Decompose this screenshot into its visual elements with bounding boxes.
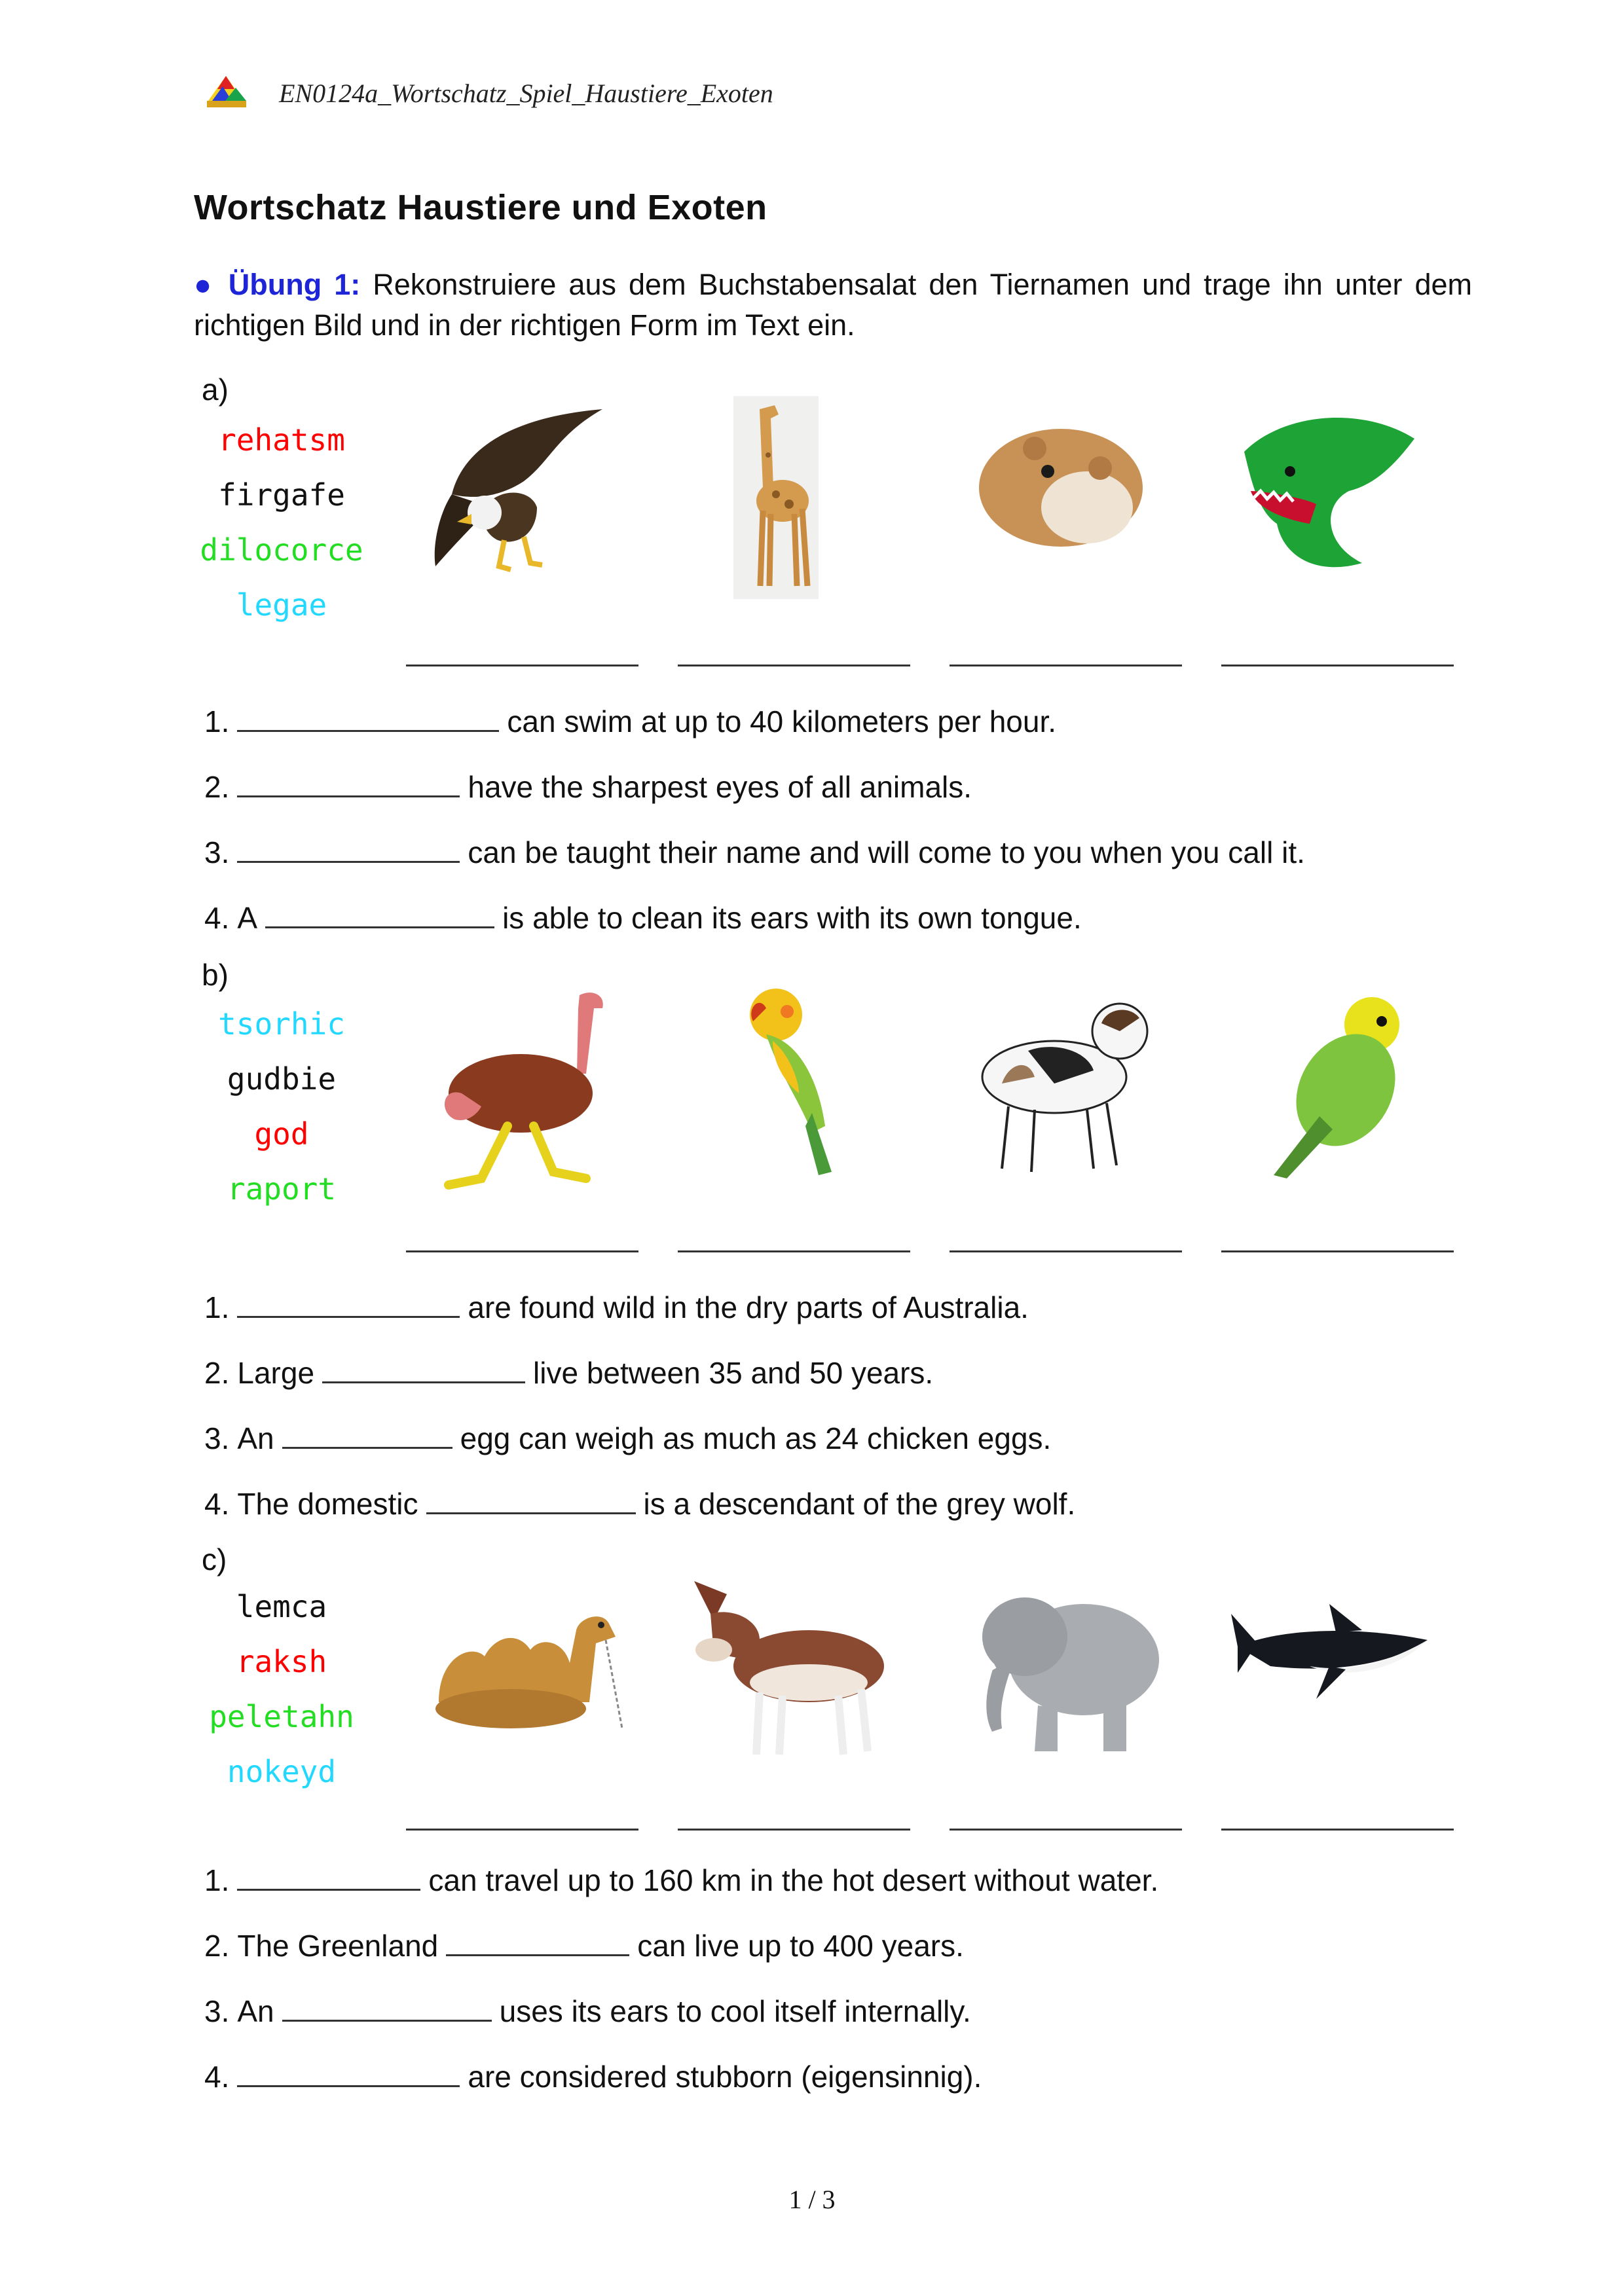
- elephant-icon: [959, 1575, 1162, 1758]
- sentence: [204, 704, 1056, 739]
- donkey-icon: [688, 1568, 891, 1764]
- answer-blank[interactable]: [237, 769, 460, 797]
- sentence-text: is able to clean its ears with its own tongue.: [502, 901, 1082, 935]
- sentence-number: 4.: [204, 1487, 230, 1521]
- ostrich-icon: [422, 982, 625, 1192]
- scrambled-word-list: [196, 996, 367, 1216]
- sentence-prefix: Large: [237, 1356, 315, 1390]
- parrot-icon: [727, 982, 858, 1178]
- sentence-prefix: An: [237, 1421, 274, 1455]
- sentence: [204, 900, 1082, 936]
- sentence-text: is a descendant of the grey wolf.: [643, 1487, 1076, 1521]
- sentence-text: live between 35 and 50 years.: [533, 1356, 934, 1390]
- answer-line[interactable]: [950, 665, 1182, 666]
- eagle-icon: [426, 403, 616, 599]
- section-letter: c): [202, 1542, 227, 1576]
- sentence-number: 3.: [204, 1421, 230, 1455]
- sentence: [204, 1863, 1158, 1898]
- sentence-prefix: The domestic: [237, 1487, 418, 1521]
- answer-line[interactable]: [678, 1250, 910, 1252]
- sentence-prefix: The Greenland: [237, 1929, 439, 1963]
- scrambled-word-list: [196, 412, 367, 632]
- answer-line[interactable]: [1221, 665, 1454, 666]
- budgie-icon: [1261, 985, 1418, 1182]
- answer-line[interactable]: [678, 1829, 910, 1831]
- mountain-logo-icon: [203, 75, 249, 111]
- sentence-number: 3.: [204, 1994, 230, 2028]
- sentence-number: 4.: [204, 901, 230, 935]
- answer-line[interactable]: [406, 665, 638, 666]
- answer-line[interactable]: [406, 1250, 638, 1252]
- scrambled-word: peletahn: [209, 1699, 354, 1734]
- sentence-number: 3.: [204, 835, 230, 869]
- scrambled-word: lemca: [236, 1589, 327, 1624]
- giraffe-icon: [697, 396, 855, 599]
- scrambled-word: raport: [227, 1171, 337, 1207]
- sentence: [204, 1290, 1029, 1325]
- document-id: EN0124a_Wortschatz_Spiel_Haustiere_Exoten: [279, 78, 773, 108]
- section-letter: b): [202, 958, 229, 992]
- scrambled-word: gudbie: [227, 1061, 337, 1097]
- dog-icon: [956, 985, 1166, 1182]
- sentence: [204, 1421, 1051, 1456]
- page-title: Wortschatz Haustiere und Exoten: [194, 188, 767, 227]
- answer-blank[interactable]: [446, 1928, 629, 1956]
- answer-line[interactable]: [950, 1829, 1182, 1831]
- answer-line[interactable]: [1221, 1829, 1454, 1831]
- sentence-text: are considered stubborn (eigensinnig).: [468, 2060, 982, 2094]
- answer-line[interactable]: [678, 665, 910, 666]
- answer-blank[interactable]: [322, 1355, 525, 1383]
- sentence-text: uses its ears to cool itself internally.: [499, 1994, 971, 2028]
- scrambled-word: tsorhic: [218, 1006, 345, 1042]
- sentence-number: 1.: [204, 704, 230, 738]
- sentence-text: can swim at up to 40 kilometers per hour.: [507, 704, 1056, 738]
- page-number: 1 / 3: [788, 2185, 836, 2214]
- sentence-text: egg can weigh as much as 24 chicken eggs.: [460, 1421, 1052, 1455]
- sentence: [204, 769, 972, 805]
- sentence-number: 2.: [204, 1929, 230, 1963]
- answer-blank[interactable]: [237, 1863, 420, 1891]
- answer-line[interactable]: [1221, 1250, 1454, 1252]
- scrambled-word: firgafe: [218, 477, 345, 513]
- bullet: ●: [194, 268, 216, 301]
- answer-line[interactable]: [950, 1250, 1182, 1252]
- answer-blank[interactable]: [237, 1290, 460, 1318]
- answer-blank[interactable]: [237, 2059, 460, 2087]
- crocodile-icon: [1231, 393, 1428, 589]
- answer-blank[interactable]: [282, 1994, 492, 2022]
- sentence-number: 4.: [204, 2060, 230, 2094]
- scrambled-word: rehatsm: [218, 422, 345, 458]
- document-header: [203, 73, 773, 113]
- hamster-icon: [963, 409, 1159, 566]
- scrambled-word: god: [254, 1116, 309, 1152]
- sentence: [204, 835, 1305, 870]
- sentence-text: are found wild in the dry parts of Australia.: [468, 1290, 1029, 1324]
- scrambled-word: raksh: [236, 1644, 327, 1679]
- answer-line[interactable]: [406, 1829, 638, 1831]
- sentence-number: 1.: [204, 1290, 230, 1324]
- scrambled-word: dilocorce: [200, 532, 363, 568]
- sentence-number: 2.: [204, 1356, 230, 1390]
- sentence: [204, 1486, 1075, 1522]
- exercise-instructions: [194, 264, 1472, 346]
- scrambled-word: nokeyd: [227, 1754, 337, 1789]
- sentence-text: have the sharpest eyes of all animals.: [468, 770, 972, 804]
- instruction-text: Rekonstruiere aus dem Buchstabensalat den Tiernamen und trage ihn unter dem richtigen Bild und in der richtigen Form im Text ein.: [194, 268, 1472, 342]
- sentence: [204, 2059, 982, 2094]
- sentence-number: 2.: [204, 770, 230, 804]
- scrambled-word: legae: [236, 587, 327, 623]
- sentence-prefix: An: [237, 1994, 274, 2028]
- sentence-text: can live up to 400 years.: [637, 1929, 964, 1963]
- answer-blank[interactable]: [237, 835, 460, 863]
- answer-blank[interactable]: [237, 704, 499, 732]
- sentence-text: can travel up to 160 km in the hot desert without water.: [428, 1863, 1159, 1897]
- sentence-text: can be taught their name and will come to you when you call it.: [468, 835, 1305, 869]
- answer-blank[interactable]: [282, 1421, 452, 1449]
- section-letter: a): [202, 373, 229, 407]
- camel-icon: [426, 1578, 629, 1741]
- scrambled-word-list: [196, 1579, 367, 1799]
- sentence: [204, 1994, 971, 2029]
- sentence: [204, 1928, 964, 1963]
- answer-blank[interactable]: [265, 900, 494, 928]
- sentence-prefix: A: [237, 901, 258, 935]
- sentence-number: 1.: [204, 1863, 230, 1897]
- shark-icon: [1231, 1601, 1434, 1732]
- sentence: [204, 1355, 933, 1391]
- answer-blank[interactable]: [426, 1486, 636, 1514]
- exercise-label: Übung 1:: [228, 268, 361, 301]
